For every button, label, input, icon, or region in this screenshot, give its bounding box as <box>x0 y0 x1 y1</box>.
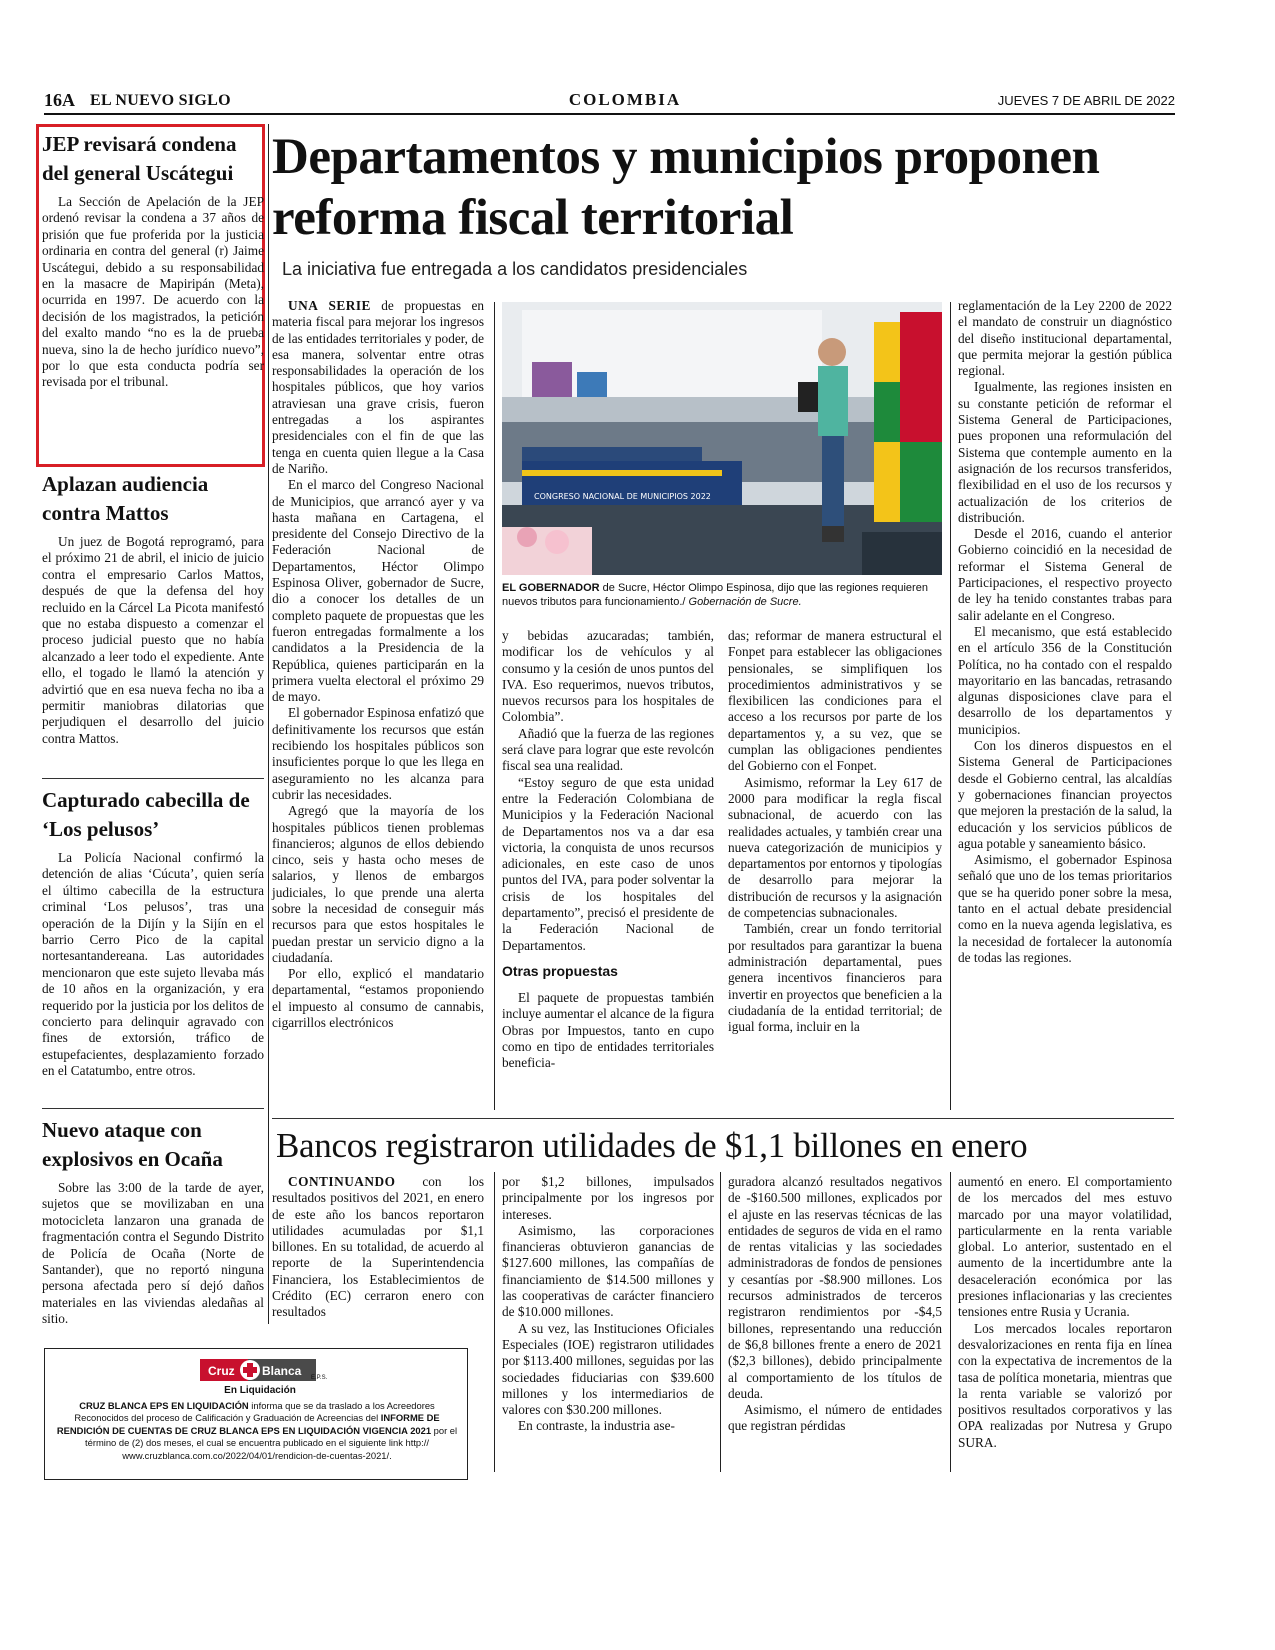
paragraph: por $1,2 billones, impulsados principalmente por los ingresos por intereses. <box>502 1174 714 1222</box>
ad-text-bold: CRUZ BLANCA EPS EN LIQUIDACIÓN <box>79 1400 249 1411</box>
subheading: Otras propuestas <box>502 962 618 979</box>
ad-subtitle: En Liquidación <box>224 1385 296 1396</box>
header-rule <box>44 113 1175 115</box>
logo-word-right: Blanca <box>262 1364 302 1378</box>
issue-date: JUEVES 7 DE ABRIL DE 2022 <box>997 93 1175 108</box>
article-column-1 <box>272 298 484 1031</box>
second-headline: Bancos registraron utilidades de $1,1 billones en enero <box>276 1126 1028 1165</box>
paragraph: Asimismo, el gobernador Espinosa señaló que uno de los temas prioritarios que se ha querido poner sobre la mesa, tanto en el actual debate presidencial como en la nueva agenda legislativa, es la necesidad de fortalecer la autonomía de todas las regiones. <box>958 852 1172 965</box>
brief-ocana <box>42 1116 264 1328</box>
column-divider <box>494 302 495 1110</box>
brief-title: Nuevo ataque con explosivos en Ocaña <box>42 1118 223 1171</box>
paragraph: con los resultados positivos del 2021, en enero de este año los bancos reportaron utilidades acumuladas por $1,1 billones. En su totalidad, de acuerdo al reporte de la Superintendencia Financiera, los Establecimientos de Crédito (EC) cerraron enero con resultados <box>272 1174 484 1320</box>
paragraph: El gobernador Espinosa enfatizó que definitivamente los recursos que están recibiendo los hospitales públicos son insuficientes porque lo que les llega en aseguramiento no les alcanza para cubrir las necesidades. <box>272 705 484 802</box>
paragraph: El mecanismo, que está establecido en el artículo 356 de la Constitución Política, no ha contado con el respaldo mayoritario en las bancadas, retrasando algunas disposiciones clave para el desarrollo de los departamentos y municipios. <box>958 623 1172 737</box>
main-subhead: La iniciativa fue entregada a los candidatos presidenciales <box>282 259 748 279</box>
ad-text-part: informa que se da traslado a los Acreedores Reconocidos del proceso de Calificación y Graduación de Acreencias del <box>74 1400 435 1424</box>
ad-text-part: por el término de (2) dos meses, el cual se encuentra publicado en el siguiente link http:// <box>85 1424 458 1449</box>
brief-divider <box>42 778 264 779</box>
paragraph: Asimismo, el número de entidades que registran pérdidas <box>728 1402 942 1434</box>
paragraph: El paquete de propuestas también incluye aumentar el alcance de la figura Obras por Impuestos, tanto en cupo como en tipo de entidades territoriales beneficia- <box>502 989 714 1071</box>
lead-in: UNA SERIE <box>288 298 371 313</box>
paragraph: Asimismo, reformar la Ley 617 de 2000 para modificar la regla fiscal subnacional, de acuerdo con las realidades actuales, y también crear una nueva categorización de municipios y departamentos por entornos y tipologías de desarrollo para mejorar la distribución de recursos y la asignación de competencias subnacionales. <box>728 774 942 921</box>
bank-column-1 <box>272 1174 484 1321</box>
brief-body: La Policía Nacional confirmó la detención de alias ‘Cúcuta’, quien sería el último cabecilla de la estructura criminal ‘Los pelusos’, tras una operación de la Dijín y la Sijín en el barrio Cerro Pico de la capital nortesantandereana. Las autoridades mencionaron que este sujeto llevaba más de 10 años en la organización, y era requerido por la justicia por los delitos de concierto para delinquir agravado con fines de extorsión, tráfico de estupefacientes, desplazamiento forzado en el Catatumbo, entre otros. <box>42 850 264 1079</box>
ad-link[interactable]: www.cruzblanca.com.co/2022/04/01/rendicion-de-cuentas-2021/. <box>122 1449 392 1461</box>
brief-title: JEP revisará condena del general Uscátegui <box>42 132 237 185</box>
paragraph: Igualmente, las regiones insisten en su constante petición de reformar el Sistema General de Participaciones, pues proponen una reformulación del Sistema que contemple aumento en la asignación de los recursos transferidos, flexibilidad en el uso de los recursos y actualización de los criterios de distribución. <box>958 379 1172 525</box>
article-divider <box>272 1118 1174 1119</box>
brief-body: Sobre las 3:00 de la tarde de ayer, sujetos que se movilizaban en una motocicleta lanzaron una granada de fragmentación contra el Segundo Distrito de Policía de Ocaña (Norte de Santander), que no reportó ninguna persona afectada pero sí dejó daños materiales en las viviendas aledañas al sitio. <box>42 1180 264 1327</box>
brief-divider <box>42 1108 264 1109</box>
paragraph: Añadió que la fuerza de las regiones será clave para lograr que este revolcón fiscal sea una realidad. <box>502 725 714 774</box>
column-divider <box>950 1172 951 1472</box>
paragraph: Asimismo, las corporaciones financieras obtuvieron ganancias de $127.600 millones, las compañías de financiamiento de $14.500 millones y las cooperativas de carácter financiero de $10.000 millones. <box>502 1222 714 1320</box>
paragraph: das; reformar de manera estructural el Fonpet para establecer las obligaciones pensionales, se simplifiquen los procedimientos administrativos y se flexibilicen las condiciones para el acceso a los recursos por parte de los departamentos y, a su vez, que se cumplan las obligaciones pendientes del Gobierno con el Fonpet. <box>728 628 942 774</box>
paragraph: En el marco del Congreso Nacional de Municipios, que arrancó ayer y va hasta mañana en Cartagena, el presidente del Consejo Directivo de la Federación Nacional de Departamentos, Héctor Olimpo Espinosa Oliver, gobernador de Sucre, dio a conocer los detalles de un completo paquete de propuestas que les fueron entregadas formalmente a los candidatos a la Presidencia de la República, quienes participarán en la primera vuelta electoral el próximo 29 de mayo. <box>272 477 484 705</box>
column-divider <box>950 302 951 1110</box>
brief-body: La Sección de Apelación de la JEP ordenó revisar la condena a 37 años de prisión que fue proferida por la justicia ordinaria en contra del general (r) Jaime Uscátegui, debido a su responsabilidad en la masacre de Mapiripán (Meta), ocurrida en 1997. De acuerdo con la decisión de los magistrados, la petición del exalto mando “no es la de prueba nueva, sino la de hecho jurídico nuevo”, por lo que esta conducta podría ser revisada por el tribunal. <box>42 194 264 390</box>
paragraph: guradora alcanzó resultados negativos de -$160.500 millones, explicados por el ajuste en las reservas técnicas de las entidades de seguros de vida en el ramo de rentas vitalicias y las sociedades administradoras de fondos de pensiones y cesantías por -$8.900 millones. Los recursos administrados de terceros registraron rendimientos por -$4,5 billones, representando una reducción de $6,8 billones frente a enero de 2021 ($2,3 billones), debido principalmente al comportamiento de los títulos de deuda. <box>728 1174 942 1401</box>
article-column-4 <box>958 298 1172 966</box>
logo-eps: E.P.S. <box>311 1375 328 1381</box>
paragraph: Por ello, explicó el mandatario departamental, “estamos proponiendo el impuesto al consumo de cannabis, cigarrillos electrónicos <box>272 966 484 1031</box>
paragraph: Desde el 2016, cuando el anterior Gobierno coincidió en la necesidad de reformar el Sistema General de Participaciones, el respectivo proyecto de ley ha tenido constantes trabas para salir adelante en el Congreso. <box>958 526 1172 623</box>
paragraph: “Estoy seguro de que esta unidad entre la Federación Colombiana de Municipios y la Federación Nacional de Departamentos nos va a dar esa victoria, la conquista de unos recursos adicionales, en este caso de unos puntos del IVA, para poder solventar la crisis de los hospitales del departamento”, precisó el presidente de la Federación Nacional de Departamentos. <box>502 774 714 953</box>
paragraph: En contraste, la industria ase- <box>518 1418 675 1434</box>
brief-pelusos <box>42 786 264 1080</box>
paragraph: Los mercados locales reportaron desvalorizaciones en renta fija en línea con la expectativa de incrementos de la tasa de política monetaria, mientras que la renta variable se valorizó por positivos resultados corporativos y las OPA realizadas por Nutresa y Grupo SURA. <box>958 1320 1172 1450</box>
lead-in: CONTINUANDO <box>288 1174 396 1189</box>
photo-credit: Gobernación de Sucre. <box>685 596 802 608</box>
article-column-3 <box>728 628 942 1035</box>
main-headline: Departamentos y municipios proponen reforma fiscal territorial <box>272 129 1100 246</box>
logo-word-left: Cruz <box>208 1364 235 1378</box>
sidebar-divider <box>268 124 269 1324</box>
ad-text-bold: INFORME DE RENDICIÓN DE CUENTAS DE CRUZ BLANCA EPS EN LIQUIDACIÓN VIGENCIA 2021 <box>56 1412 440 1436</box>
paragraph: Agregó que la mayoría de los hospitales públicos tienen problemas financieros; algunos de ellos debiendo cinco, seis y hasta ocho meses de salarios, y llenos de embargos judiciales, lo que prende una alerta sobre la necesidad de conseguir más recursos para que estos hospitales le puedan prestar un servicio digno a la ciudadanía. <box>272 803 484 965</box>
photo-caption <box>502 581 942 609</box>
brief-mattos <box>42 470 264 747</box>
caption-text: de Sucre, Héctor Olimpo Espinosa, dijo que las regiones requieren nuevos tributos para funcionamiento./ <box>502 582 928 608</box>
ad-text <box>52 1400 462 1462</box>
column-divider <box>720 1172 721 1472</box>
caption-lead: EL GOBERNADOR <box>502 582 600 594</box>
bank-column-2 <box>502 1174 714 1435</box>
stage-banner-text: CONGRESO NACIONAL DE MUNICIPIOS 2022 <box>534 492 711 501</box>
article-column-2 <box>502 628 714 1071</box>
column-divider <box>494 1172 495 1472</box>
publication-name: EL NUEVO SIGLO <box>90 92 231 109</box>
brief-title: Capturado cabecilla de ‘Los pelusos’ <box>42 788 250 841</box>
bank-column-4 <box>958 1174 1172 1451</box>
paragraph: de propuestas en materia fiscal para mejorar los ingresos de las entidades territoriales y poder, de esa manera, solventar entre otras responsabilidades la operación de los hospitales públicos, que hoy varios atraviesan una grave crisis, fueron entregadas a los aspirantes presidenciales con el fin de que las tenga en cuenta quien llegue a la Casa de Nariño. <box>272 298 484 476</box>
paragraph: También, crear un fondo territorial por resultados para garantizar la buena administración departamental, pues genera incentivos financieros para invertir en proyectos que beneficien a la ciudadanía de la entidad territorial; de igual forma, incluir en la <box>728 921 942 1035</box>
conference-stage-illustration <box>502 302 942 575</box>
bank-column-3 <box>728 1174 942 1435</box>
paragraph: reglamentación de la Ley 2200 de 2022 el mandato de construir un diagnóstico del diseño institucional departamental, que permita mejorar la gestión pública regional. <box>958 298 1172 379</box>
paragraph: aumentó en enero. El comportamiento de los mercados del mes estuvo marcado por una mayor volatilidad, particularmente en la renta variable global. Lo anterior, sustentado en el aumento de la incertidumbre ante la desaceleración económica por las presiones inflacionarias y las crecientes tensiones entre Rusia y Ucrania. <box>958 1174 1172 1320</box>
paragraph: y bebidas azucaradas; también, modificar los de vehículos y al consumo y la cesión de unos puntos del IVA. Eso requerimos, nuevos tributos, nuevos recursos para los hospitales de Colombia”. <box>502 628 714 725</box>
cruz-blanca-logo <box>200 1359 316 1381</box>
brief-body: Un juez de Bogotá reprogramó, para el próximo 21 de abril, el inicio de juicio contra el empresario Carlos Mattos, después de que la defensa del hoy recluido en la Cárcel La Picota manifestó que no estaba dispuesto a comenzar el proceso judicial puesto que no había alcanzado a leer todo el expediente. Ante ello, el togado le llamó la atención y advirtió que en esa nueva fecha no iba a permitir maniobras dilatorias que perjudiquen el desarrollo del juicio contra Mattos. <box>42 534 264 746</box>
page-number: 16A <box>44 90 75 110</box>
section-name: COLOMBIA <box>568 90 682 109</box>
brief-jep <box>42 130 264 391</box>
article-photo <box>502 302 942 575</box>
paragraph: Con los dineros dispuestos en el Sistema General de Participaciones desde el Gobierno central, las alcaldías y gobernaciones financian proyectos que mejoren la prestación de la salud, la educación y los servicios públicos de agua potable y saneamiento básico. <box>958 738 1172 851</box>
paragraph: A su vez, las Instituciones Oficiales Especiales (IOE) registraron utilidades por $113.400 millones, seguidas por las sociedades fiduciarias con $39.600 millones y los intermediarios de valores con $30.200 millones. <box>502 1320 714 1418</box>
brief-title: Aplazan audiencia contra Mattos <box>42 472 209 525</box>
